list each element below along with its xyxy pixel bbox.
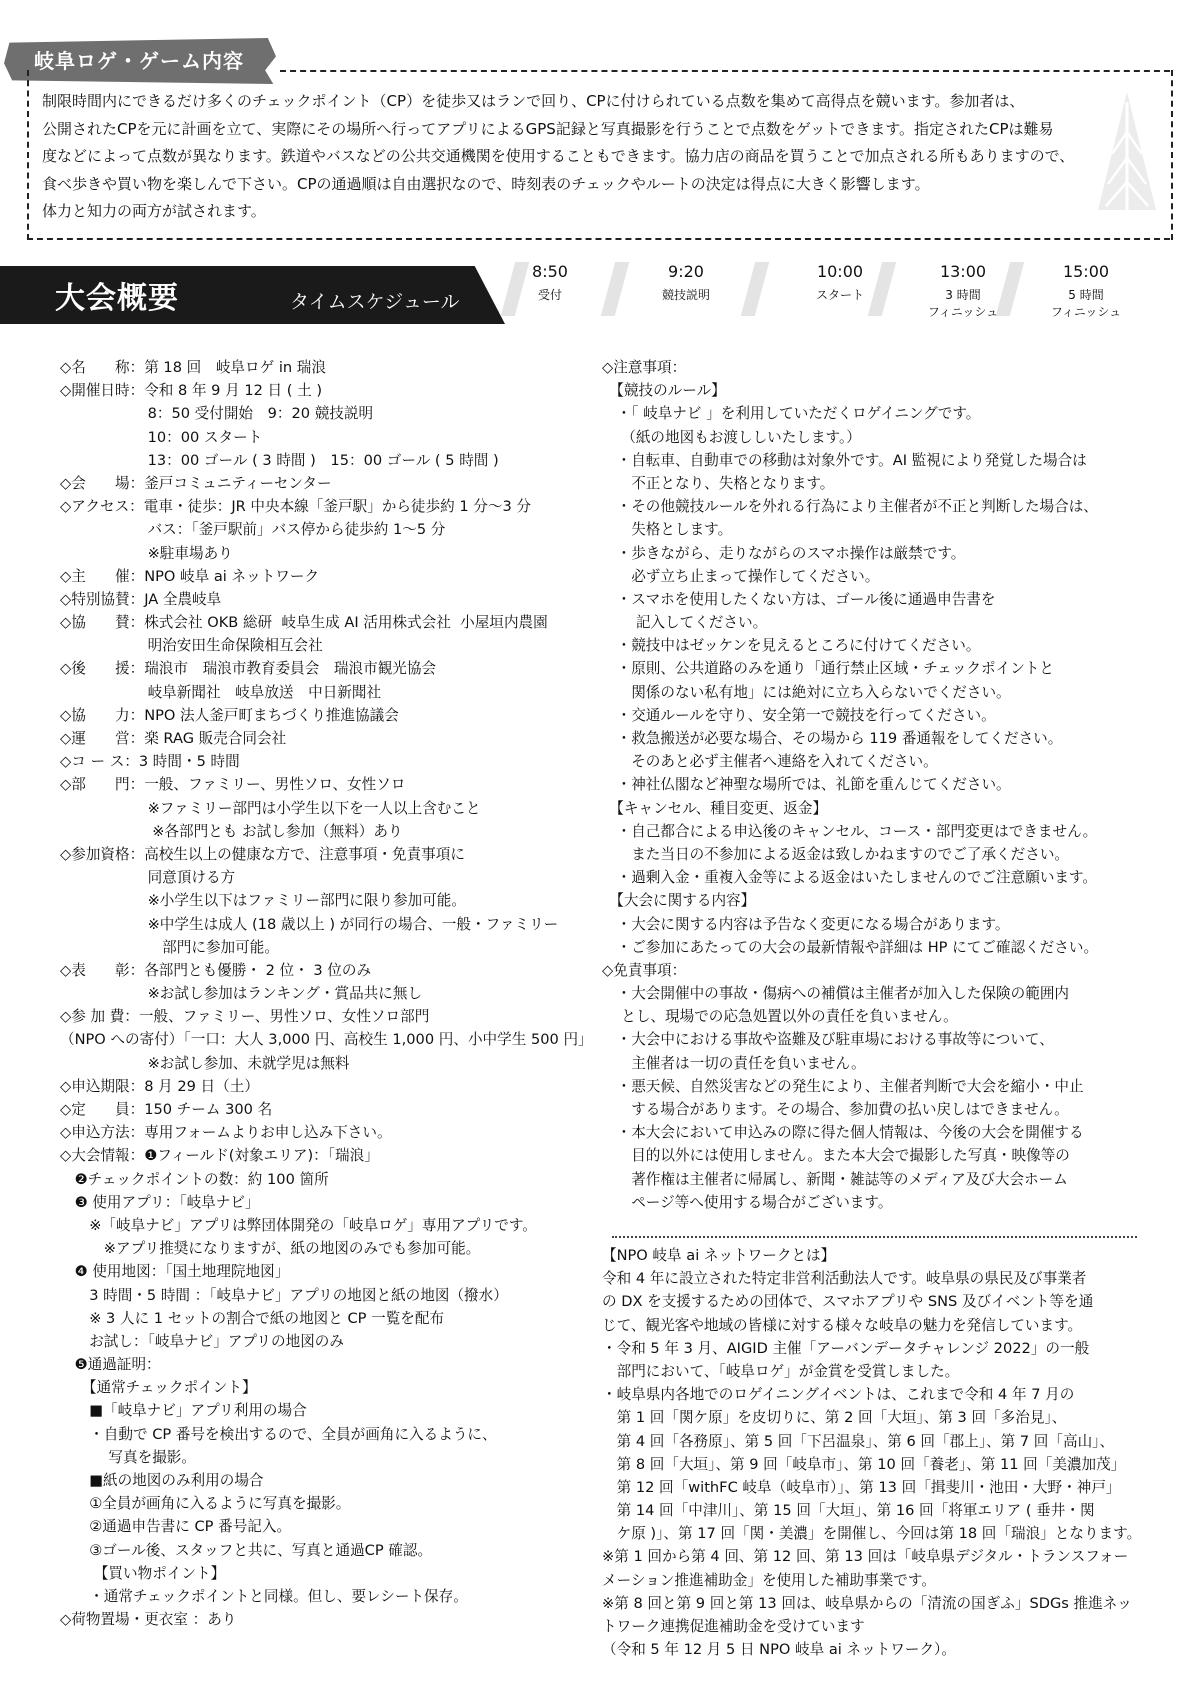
overview-line: ※アプリ推奨になりますが、紙の地図のみでも参加可能。 — [60, 1240, 481, 1258]
overview-line: ◇会 場：釜戸コミュニティーセンター — [60, 474, 332, 492]
overview-line: ◇協 賛：株式会社 OKB 総研 岐阜生成 AI 活用株式会社 小屋垣内農園 — [60, 614, 548, 632]
notice-line: ・自己都合による申込後のキャンセル、コース・部門変更はできません。 — [602, 822, 1098, 840]
npo-line: トワーク連携促進補助金を受けています — [602, 1618, 865, 1635]
npo-line: ・岐阜県内各地でのロゲイニングイベントは、これまで令和 4 年 7 月の — [602, 1386, 1075, 1404]
dotted-separator — [612, 1236, 1137, 1238]
notice-line: ・「 岐阜ナビ 」を利用していただくロゲイニングです。 — [602, 405, 981, 423]
notice-line: また当日の不参加による返金は致しかねますのでご了承ください。 — [602, 845, 1070, 863]
notice-line: ・その他競技ルールを外れる行為により主催者が不正と判断した場合は、 — [602, 498, 1098, 516]
overview-title: 大会概要 — [55, 281, 179, 316]
notice-line: 失格とします。 — [602, 521, 733, 539]
overview-line: 13：00 ゴール ( 3 時間 ) 15：00 ゴール ( 5 時間 ) — [60, 451, 499, 469]
npo-line: ・令和 5 年 3 月、AIGID 主催「アーバンデータチャレンジ 2022」の一般 — [602, 1339, 1090, 1357]
npo-line: 部門において、「岐阜ロゲ」が金賞を受賞しました。 — [602, 1362, 960, 1380]
overview-line: ■「岐阜ナビ」アプリ利用の場合 — [60, 1402, 307, 1420]
notice-line: 主催者は一切の責任を負いません。 — [602, 1054, 866, 1072]
notice-line: （紙の地図もお渡ししいたします。） — [602, 428, 861, 446]
notice-line: ・神社仏閣など神聖な場所では、礼節を重んじてください。 — [602, 776, 1011, 794]
overview-line: 岐阜新聞社 岐阜放送 中日新聞社 — [60, 683, 382, 701]
timeline-time: 13:00 — [939, 262, 987, 281]
overview-line: ◇特別協賛：JA 全農岐阜 — [60, 590, 222, 608]
overview-line: バス：「釜戸駅前」バス停から徒歩約 1〜5 分 — [60, 521, 446, 539]
overview-line: ◇コ ー ス：3 時間・5 時間 — [60, 753, 240, 771]
overview-line: ◇部 門：一般、ファミリー、男性ソロ、女性ソロ — [60, 776, 406, 794]
overview-line: 3 時間・5 時間 ：「岐阜ナビ」アプリの地図と紙の地図（撥水） — [60, 1286, 508, 1304]
timeline-time: 8:50 — [532, 262, 568, 281]
overview-line: お試し：「岐阜ナビ」アプリの地図のみ — [60, 1332, 344, 1350]
npo-line: じて、観光客や地域の皆様に対する様々な岐阜の魅力を発信しています。 — [602, 1316, 1083, 1334]
npo-line: 第 1 回「関ケ原」を皮切りに、第 2 回「大垣」、第 3 回「多治見」、 — [602, 1409, 1067, 1427]
overview-line: ◇参加資格：高校生以上の健康な方で、注意事項・免責事項に — [60, 845, 465, 863]
npo-line: 第 12 回「withFC 岐阜（岐阜市）」、第 13 回「揖斐川・池田・大野・神戸」 — [602, 1478, 1121, 1496]
timeline-time: 9:20 — [668, 262, 704, 281]
notice-line: ・歩きながら、走りながらのスマホ操作は厳禁です。 — [602, 544, 966, 562]
overview-line: 同意頂ける方 — [60, 869, 236, 887]
overview-line: ◇申込方法：専用フォームよりお申し込み下さい。 — [60, 1124, 392, 1142]
overview-line: ※お試し参加、未就学児は無料 — [60, 1054, 350, 1072]
overview-line: ※中学生は成人 (18 歳以上 ) が同行の場合、一般・ファミリー — [60, 915, 559, 933]
timeline-label: スタート — [815, 288, 864, 302]
notice-line: ・本大会において申込みの際に得た個人情報は、今後の大会を開催する — [602, 1124, 1084, 1142]
intro-line: 食べ歩きや買い物を楽しんで下さい。CPの通過順は自由選択なので、時刻表のチェックやルートの決定は得点に大きく影響します。 — [42, 174, 930, 193]
notice-line: 関係のない私有地」には絶対に立ち入らないでください。 — [602, 683, 1011, 701]
intro-line: 体力と知力の両方が試されます。 — [42, 202, 266, 220]
timeline-label: 競技説明 — [661, 288, 710, 302]
notice-line: ・大会開催中の事故・傷病への補償は主催者が加入した保険の範囲内 — [602, 985, 1070, 1003]
notice-line: 記入してください。 — [602, 614, 768, 632]
npo-line: ケ原 )」、第 17 回「関・美濃」を開催し、今回は第 18 回「瑞浪」となります。 — [602, 1525, 1142, 1543]
notice-line: ◇注意事項： — [602, 359, 687, 376]
overview-line: 【通常チェックポイント】 — [60, 1379, 257, 1397]
npo-line: 令和 4 年に設立された特定非営利活動法人です。岐阜県の県民及び事業者 — [602, 1270, 1087, 1288]
overview-line: ◇開催日時：令和 8 年 9 月 12 日 ( 土 ) — [60, 382, 323, 400]
npo-line: ※第 1 回から第 4 回、第 12 回、第 13 回は「岐阜県デジタル・トランスフォー — [602, 1548, 1129, 1566]
overview-line: ※ファミリー部門は小学生以下を一人以上含むこと — [60, 799, 481, 817]
notice-line: とし、現場での応急処置以外の責任を負いません。 — [602, 1008, 958, 1026]
overview-line: ※「岐阜ナビ」アプリは弊団体開発の「岐阜ロゲ」専用アプリです。 — [60, 1216, 537, 1234]
notice-line: ・大会に関する内容は予告なく変更になる場合があります。 — [602, 915, 1010, 933]
overview-line: ◇主 催：NPO 岐阜 ai ネットワーク — [60, 567, 320, 585]
section-tag-title: 岐阜ロゲ・ゲーム内容 — [34, 49, 244, 73]
overview-line: 明治安田生命保険相互会社 — [60, 637, 323, 655]
npo-line: ※第 8 回と第 9 回と第 13 回は、岐阜県からの「清流の国ぎふ」SDGs 推進ネッ — [602, 1594, 1132, 1612]
overview-line: ③ゴール後、スタッフと共に、写真と通過CP 確認。 — [60, 1541, 433, 1559]
overview-line: ※ 3 人に 1 セットの割合で紙の地図と CP 一覧を配布 — [60, 1309, 445, 1327]
overview-line: ❸ 使用アプリ：「岐阜ナビ」 — [60, 1193, 260, 1211]
intro-line: 制限時間内にできるだけ多くのチェックポイント（CP）を徒歩又はランで回り、CPに付けられている点数を集めて高得点を競います。参加者は、 — [42, 92, 1025, 110]
overview-line: 10：00 スタート — [60, 428, 263, 446]
notice-line: ページ等へ使用する場合がございます。 — [602, 1193, 893, 1211]
intro-box-top-border — [280, 70, 1170, 72]
intro-line: 度などによって点数が異なります。鉄道やバスなどの公共交通機関を使用することもできます。協力店の商品を買うことで加点される所もありますので、 — [42, 147, 1075, 165]
overview-line: 8：50 受付開始 9：20 競技説明 — [60, 405, 374, 423]
intro-box-bottom-border — [27, 238, 1170, 240]
overview-line: ❹ 使用地図：「国土地理院地図」 — [60, 1263, 290, 1281]
notice-line: する場合があります。その場合、参加費の払い戻しはできません。 — [602, 1101, 1069, 1118]
npo-line: 第 8 回「大垣」、第 9 回「岐阜市」、第 10 回「養老」、第 11 回「美濃加茂」 — [602, 1455, 1126, 1473]
overview-line: ※駐車場あり — [60, 544, 233, 562]
notice-line: ・大会中における事故や盗難及び駐車場における事故等について、 — [602, 1031, 1054, 1049]
overview-line: ※お試し参加はランキング・賞品共に無し — [60, 985, 423, 1003]
overview-line: （NPO への寄付）「一口：大人 3,000 円、高校生 1,000 円、小中学生 500 円」 — [60, 1031, 593, 1049]
overview-line: ❺通過証明： — [60, 1356, 161, 1374]
overview-line: ◇後 援：瑞浪市 瑞浪市教育委員会 瑞浪市観光協会 — [60, 660, 437, 678]
notice-line: 【キャンセル、種目変更、返金】 — [602, 799, 828, 817]
overview-line: ※小学生以下はファミリー部門に限り参加可能。 — [60, 892, 466, 910]
notice-line: ・悪天候、自然災害などの発生により、主催者判断で大会を縮小・中止 — [602, 1077, 1084, 1095]
overview-line: ②通過申告書に CP 番号記入。 — [60, 1518, 292, 1536]
overview-line: ◇荷物置場・更衣室 ：あり — [60, 1611, 237, 1629]
notice-line: ・原則、公共道路のみを通り「通行禁止区域・チェックポイントと — [602, 660, 1054, 678]
timeline-label: 5 時間 フィニッシュ — [1050, 288, 1122, 319]
npo-line: 第 4 回「各務原」、第 5 回「下呂温泉」、第 6 回「郡上」、第 7 回「高山」、 — [602, 1432, 1115, 1450]
intro-line: 公開されたCPを元に計画を立て、実際にその場所へ行ってアプリによるGPS記録と写真撮影を行うことで点数をゲットできます。指定されたCPは難易 — [42, 119, 1054, 138]
notice-line: ◇免責事項： — [602, 961, 687, 979]
notice-line: ・救急搬送が必要な場合、その場から 119 番通報をしてください。 — [602, 730, 1063, 747]
npo-line: 第 14 回「中津川」、第 15 回「大垣」、第 16 回「将軍エリア ( 垂井・関 — [602, 1502, 1095, 1520]
overview-line: ・自動で CP 番号を検出するので、全員が画角に入るように、 — [60, 1425, 497, 1443]
left-column — [60, 356, 593, 1631]
overview-line: ◇アクセス：電車・徒歩：JR 中央本線「釜戸駅」から徒歩約 1 分〜3 分 — [60, 498, 531, 516]
schedule-label: タイムスケジュール — [290, 291, 460, 313]
overview-line: ◇大会情報：❶フィールド(対象エリア)：「瑞浪」 — [60, 1147, 379, 1165]
overview-line: 写真を撮影。 — [60, 1448, 196, 1466]
notice-line: 必ず立ち止まって操作してください。 — [602, 567, 880, 585]
notice-line: ・競技中はゼッケンを見えるところに付けてください。 — [602, 637, 981, 655]
tree-icon — [1098, 92, 1156, 212]
overview-line: ◇運 営：楽 RAG 販売合同会社 — [60, 730, 287, 747]
notice-line: ・自転車、自動車での移動は対象外です。AI 監視により発覚した場合は — [602, 451, 1087, 469]
npo-section — [602, 1244, 1141, 1661]
notice-line: ・交通ルールを守り、安全第一で競技を行ってください。 — [602, 706, 996, 724]
notice-line: ・過剰入金・重複入金等による返金はいたしませんのでご注意願います。 — [602, 869, 1098, 887]
notice-line: ・スマホを使用したくない方は、ゴール後に通過申告書を — [602, 590, 996, 608]
npo-line: 【NPO 岐阜 ai ネットワークとは】 — [602, 1247, 836, 1264]
overview-line: ◇参 加 費：一般、ファミリー、男性ソロ、女性ソロ部門 — [60, 1008, 430, 1026]
npo-line: （令和 5 年 12 月 5 日 NPO 岐阜 ai ネットワーク）。 — [602, 1641, 956, 1659]
notice-line: そのあと必ず主催者へ連絡を入れてください。 — [602, 753, 938, 771]
overview-line: ※各部門とも お試し参加（無料）あり — [60, 822, 403, 840]
overview-line: ◇定 員：150 チーム 300 名 — [60, 1101, 273, 1118]
right-column — [602, 356, 1098, 1214]
notice-line: 【競技のルール】 — [602, 382, 726, 400]
notice-line: ・ご参加にあたっての大会の最新情報や詳細は HP にてご確認ください。 — [602, 938, 1099, 956]
intro-text — [42, 88, 1082, 226]
timeline-time: 10:00 — [816, 262, 864, 281]
notice-line: 著作権は主催者に帰属し、新聞・雑誌等のメディア及び大会ホーム — [602, 1170, 1068, 1188]
timeline-label: 3 時間 フィニッシュ — [927, 288, 999, 319]
overview-line: ・通常チェックポイントと同様。但し、要レシート保存。 — [60, 1587, 468, 1605]
timeline-label: 受付 — [537, 288, 562, 302]
npo-line: の DX を支援するための団体で、スマホアプリや SNS 及びイベント等を通 — [602, 1293, 1094, 1311]
overview-line: 【買い物ポイント】 — [60, 1564, 226, 1582]
timeline-time: 15:00 — [1062, 262, 1110, 281]
overview-line: ❷チェックポイントの数：約 100 箇所 — [60, 1170, 329, 1188]
overview-line: ■紙の地図のみ利用の場合 — [60, 1472, 264, 1489]
npo-line: メーション推進補助金」を使用した補助事業です。 — [602, 1571, 936, 1589]
overview-line: ①全員が画角に入るように写真を撮影。 — [60, 1495, 351, 1513]
overview-line: ◇協 力：NPO 法人釜戸町まちづくり推進協議会 — [60, 706, 399, 724]
notice-line: 【大会に関する内容】 — [602, 892, 756, 910]
notice-line: 目的以外には使用しません。また本大会で撮影した写真・映像等の — [602, 1147, 1070, 1165]
notice-line: 不正となり、失格となります。 — [602, 474, 835, 492]
overview-line: ◇名 称：第 18 回 岐阜ロゲ in 瑞浪 — [60, 359, 326, 376]
overview-line: 部門に参加可能。 — [60, 938, 279, 956]
overview-line: ◇表 彰：各部門とも優勝・ 2 位・ 3 位のみ — [60, 961, 372, 979]
overview-line: ◇申込期限：8 月 29 日（土） — [60, 1077, 259, 1095]
